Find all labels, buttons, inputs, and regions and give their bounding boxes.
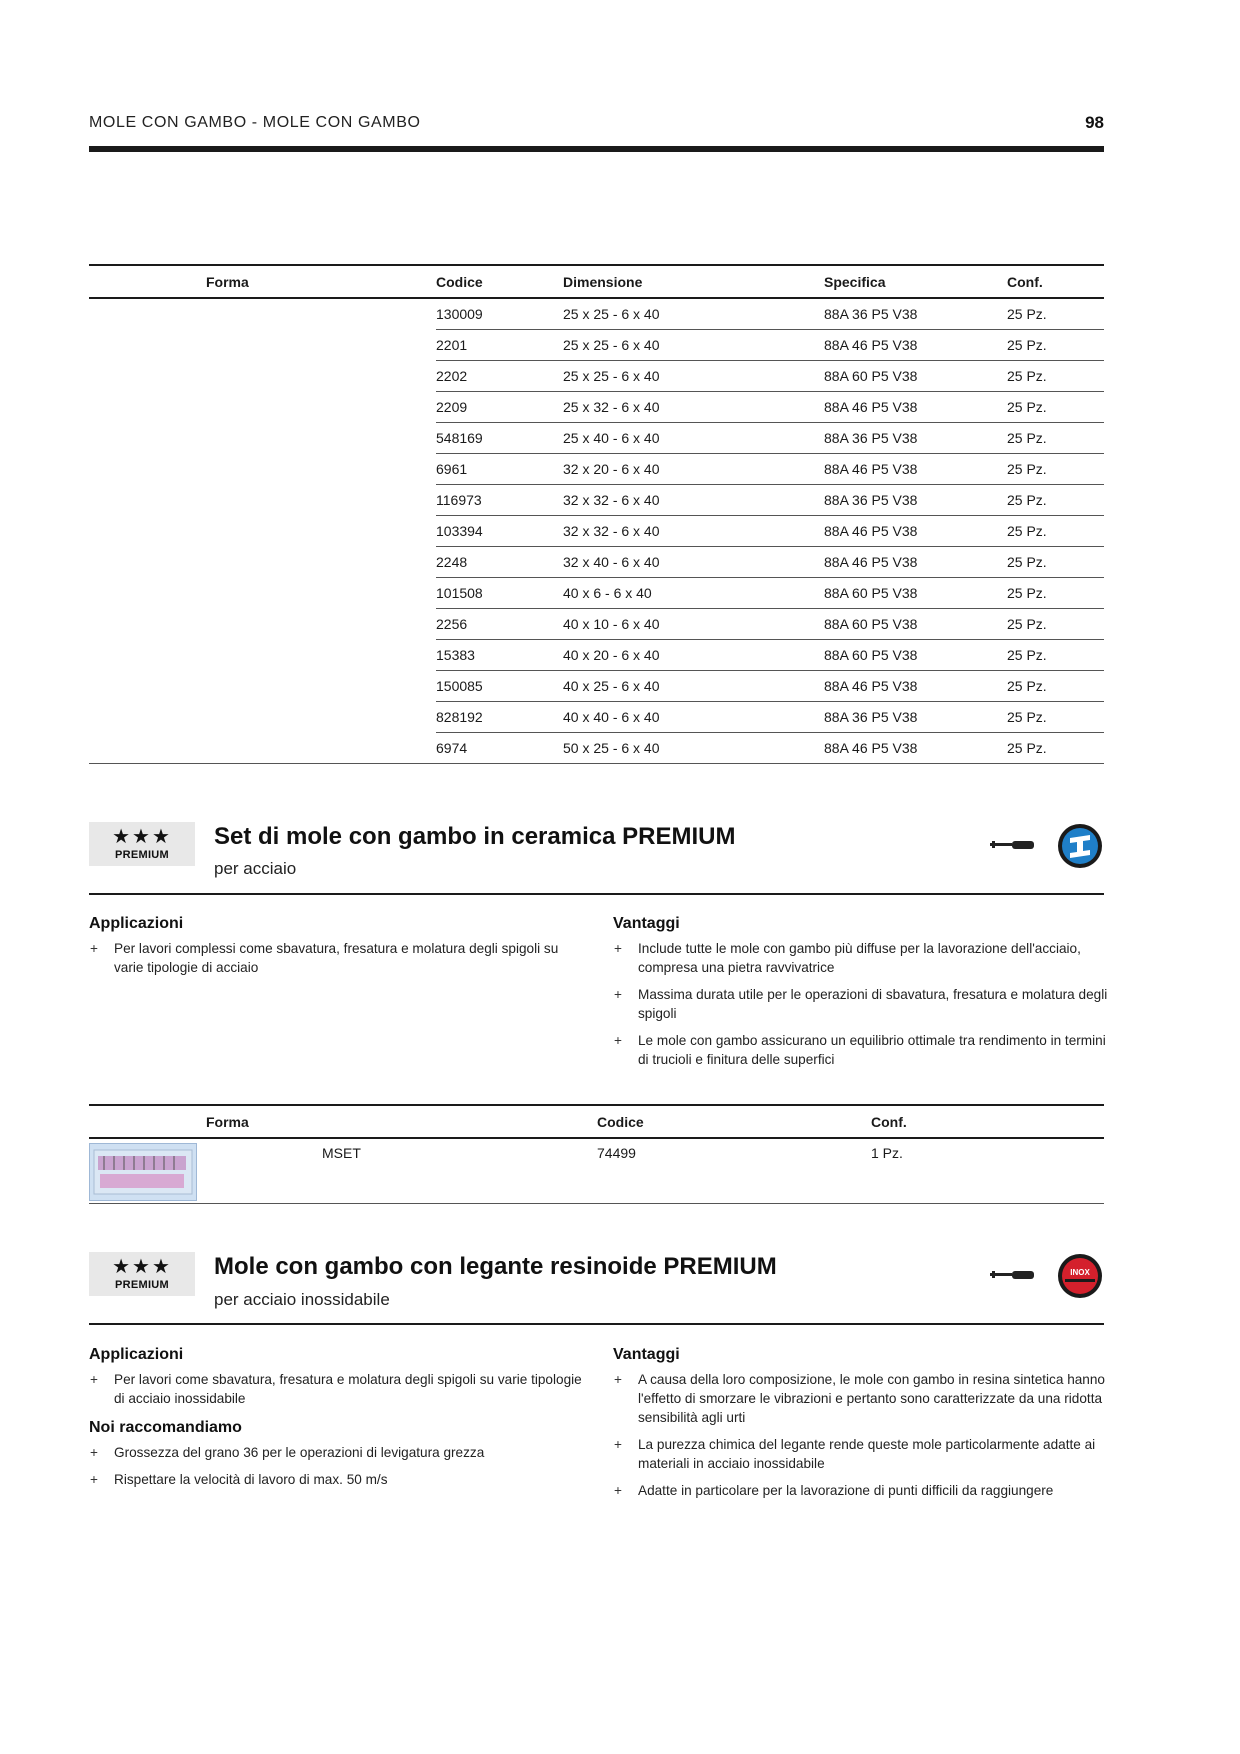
plus-bullet-icon: + bbox=[90, 941, 98, 956]
section-title: Mole con gambo con legante resinoide PREMIUM bbox=[214, 1253, 777, 1280]
list-item-text: Le mole con gambo assicurano un equilibrio ottimale tra rendimento in termini di trucioli e finitura delle superfici bbox=[638, 1033, 1106, 1067]
cell-conf: 25 Pz. bbox=[1007, 485, 1104, 516]
vantaggi-heading: Vantaggi bbox=[613, 915, 680, 932]
cell-dimensione: 32 x 20 - 6 x 40 bbox=[563, 454, 824, 485]
vantaggi-list bbox=[613, 939, 1108, 1077]
applicazioni-list bbox=[89, 939, 589, 985]
shank-grinder-tool-icon bbox=[990, 1268, 1038, 1287]
product-image bbox=[89, 1143, 197, 1201]
cell-dimensione: 32 x 32 - 6 x 40 bbox=[563, 485, 824, 516]
cell-codice: 103394 bbox=[436, 516, 563, 547]
cell-dimensione: 50 x 25 - 6 x 40 bbox=[563, 733, 824, 764]
cell-dimensione: 32 x 32 - 6 x 40 bbox=[563, 516, 824, 547]
cell-forma bbox=[89, 330, 436, 361]
cell-forma bbox=[89, 454, 436, 485]
cell-codice: 828192 bbox=[436, 702, 563, 733]
cell-codice: 2209 bbox=[436, 392, 563, 423]
table-row bbox=[89, 516, 1104, 547]
cell-conf: 25 Pz. bbox=[1007, 423, 1104, 454]
cell-conf: 25 Pz. bbox=[1007, 640, 1104, 671]
list-item bbox=[89, 1470, 589, 1489]
list-item bbox=[613, 1370, 1108, 1427]
star-rating-icon: ★★★ bbox=[112, 1256, 172, 1278]
cell-forma bbox=[89, 547, 436, 578]
col-header-forma: Forma bbox=[89, 265, 436, 298]
section-divider bbox=[89, 893, 1104, 895]
steel-material-icon bbox=[1057, 823, 1103, 874]
inox-material-icon bbox=[1057, 1253, 1103, 1299]
table-row bbox=[89, 330, 1104, 361]
cell-dimensione: 40 x 6 - 6 x 40 bbox=[563, 578, 824, 609]
table-row bbox=[89, 671, 1104, 702]
cell-dimensione: 40 x 40 - 6 x 40 bbox=[563, 702, 824, 733]
cell-specifica: 88A 60 P5 V38 bbox=[824, 361, 1007, 392]
cell-conf: 25 Pz. bbox=[1007, 609, 1104, 640]
table-row bbox=[89, 609, 1104, 640]
plus-bullet-icon: + bbox=[614, 941, 622, 956]
list-item bbox=[613, 985, 1108, 1023]
plus-bullet-icon: + bbox=[614, 1483, 622, 1498]
cell-forma bbox=[89, 361, 436, 392]
cell-specifica: 88A 36 P5 V38 bbox=[824, 298, 1007, 330]
cell-dimensione: 25 x 40 - 6 x 40 bbox=[563, 423, 824, 454]
inox-label: INOX bbox=[1070, 1268, 1090, 1277]
cell-conf: 25 Pz. bbox=[1007, 392, 1104, 423]
table-row bbox=[89, 733, 1104, 764]
cell-specifica: 88A 60 P5 V38 bbox=[824, 640, 1007, 671]
cell-dimensione: 40 x 25 - 6 x 40 bbox=[563, 671, 824, 702]
section-subtitle: per acciaio bbox=[214, 859, 297, 878]
table-row bbox=[89, 702, 1104, 733]
section-subtitle: per acciaio inossidabile bbox=[214, 1290, 390, 1309]
cell-forma bbox=[89, 485, 436, 516]
list-item-text: Per lavori come sbavatura, fresatura e molatura degli spigoli su varie tipologie di acciaio inossidabile bbox=[114, 1372, 582, 1406]
table-row bbox=[89, 1138, 1104, 1204]
cell-forma bbox=[89, 392, 436, 423]
list-item bbox=[613, 1435, 1108, 1473]
col-header-forma: Forma bbox=[89, 1105, 597, 1138]
cell-specifica: 88A 36 P5 V38 bbox=[824, 423, 1007, 454]
table-row bbox=[89, 640, 1104, 671]
plus-bullet-icon: + bbox=[614, 987, 622, 1002]
list-item bbox=[89, 1443, 589, 1462]
plus-bullet-icon: + bbox=[90, 1472, 98, 1487]
cell-dimensione: 32 x 40 - 6 x 40 bbox=[563, 547, 824, 578]
cell-conf: 25 Pz. bbox=[1007, 702, 1104, 733]
applicazioni-heading: Applicazioni bbox=[89, 915, 184, 932]
table-row bbox=[89, 454, 1104, 485]
cell-codice: 15383 bbox=[436, 640, 563, 671]
cell-forma bbox=[89, 423, 436, 454]
col-header-conf: Conf. bbox=[871, 1105, 1104, 1138]
cell-conf: 25 Pz. bbox=[1007, 454, 1104, 485]
table-row bbox=[89, 361, 1104, 392]
list-item-text: Per lavori complessi come sbavatura, fresatura e molatura degli spigoli su varie tipologie di acciaio bbox=[114, 941, 559, 975]
cell-conf: 25 Pz. bbox=[1007, 547, 1104, 578]
cell-codice: 130009 bbox=[436, 298, 563, 330]
cell-conf: 25 Pz. bbox=[1007, 361, 1104, 392]
shank-grinder-tool-icon bbox=[990, 838, 1038, 857]
premium-label: PREMIUM bbox=[114, 1279, 170, 1291]
cell-forma bbox=[89, 640, 436, 671]
col-header-conf: Conf. bbox=[1007, 265, 1104, 298]
cell-codice: 6961 bbox=[436, 454, 563, 485]
list-item-text: Rispettare la velocità di lavoro di max. 50 m/s bbox=[114, 1472, 388, 1487]
applicazioni-list bbox=[89, 1370, 589, 1416]
cell-specifica: 88A 46 P5 V38 bbox=[824, 547, 1007, 578]
premium-badge bbox=[89, 822, 195, 866]
cell-dimensione: 25 x 25 - 6 x 40 bbox=[563, 361, 824, 392]
plus-bullet-icon: + bbox=[614, 1033, 622, 1048]
section-title: Set di mole con gambo in ceramica PREMIUM bbox=[214, 823, 736, 850]
list-item bbox=[613, 939, 1108, 977]
plus-bullet-icon: + bbox=[614, 1437, 622, 1452]
cell-codice: 2201 bbox=[436, 330, 563, 361]
cell-codice: 2256 bbox=[436, 609, 563, 640]
header-divider bbox=[89, 146, 1104, 152]
cell-specifica: 88A 46 P5 V38 bbox=[824, 516, 1007, 547]
cell-codice: 2248 bbox=[436, 547, 563, 578]
cell-forma bbox=[89, 578, 436, 609]
cell-conf: 25 Pz. bbox=[1007, 516, 1104, 547]
list-item-text: Massima durata utile per le operazioni di sbavatura, fresatura e molatura degli spigoli bbox=[638, 987, 1108, 1021]
table-row bbox=[89, 392, 1104, 423]
col-header-dimensione: Dimensione bbox=[563, 265, 824, 298]
list-item-text: La purezza chimica del legante rende queste mole particolarmente adatte ai materiali in acciaio inossidabile bbox=[638, 1437, 1096, 1471]
plus-bullet-icon: + bbox=[614, 1372, 622, 1387]
page-number: 98 bbox=[1085, 113, 1104, 132]
list-item-text: Adatte in particolare per la lavorazione di punti difficili da raggiungere bbox=[638, 1483, 1054, 1498]
table-row bbox=[89, 298, 1104, 330]
cell-codice: 150085 bbox=[436, 671, 563, 702]
star-rating-icon: ★★★ bbox=[112, 826, 172, 848]
table-row bbox=[89, 423, 1104, 454]
cell-specifica: 88A 46 P5 V38 bbox=[824, 733, 1007, 764]
cell-dimensione: 40 x 20 - 6 x 40 bbox=[563, 640, 824, 671]
raccomandiamo-list bbox=[89, 1443, 589, 1497]
col-header-specifica: Specifica bbox=[824, 265, 1007, 298]
cell-forma bbox=[89, 733, 436, 764]
vantaggi-heading: Vantaggi bbox=[613, 1346, 680, 1363]
premium-badge bbox=[89, 1252, 195, 1296]
cell-forma bbox=[89, 671, 436, 702]
cell-dimensione: 25 x 32 - 6 x 40 bbox=[563, 392, 824, 423]
vantaggi-list bbox=[613, 1370, 1108, 1508]
cell-dimensione: 25 x 25 - 6 x 40 bbox=[563, 330, 824, 361]
cell-forma bbox=[89, 516, 436, 547]
cell-specifica: 88A 36 P5 V38 bbox=[824, 702, 1007, 733]
cell-conf: 25 Pz. bbox=[1007, 733, 1104, 764]
product-name: MSET bbox=[322, 1145, 361, 1161]
list-item bbox=[89, 939, 589, 977]
cell-specifica: 88A 60 P5 V38 bbox=[824, 578, 1007, 609]
table-row bbox=[89, 485, 1104, 516]
cell-specifica: 88A 60 P5 V38 bbox=[824, 609, 1007, 640]
cell-specifica: 88A 46 P5 V38 bbox=[824, 330, 1007, 361]
plus-bullet-icon: + bbox=[90, 1445, 98, 1460]
premium-label: PREMIUM bbox=[114, 849, 170, 861]
table-body bbox=[89, 298, 1104, 764]
cell-forma bbox=[89, 609, 436, 640]
table-row bbox=[89, 547, 1104, 578]
cell-codice: 548169 bbox=[436, 423, 563, 454]
cell-conf: 25 Pz. bbox=[1007, 298, 1104, 330]
col-header-codice: Codice bbox=[597, 1105, 871, 1138]
cell-conf: 25 Pz. bbox=[1007, 578, 1104, 609]
product-table-2 bbox=[89, 1104, 1104, 1204]
cell-codice: 2202 bbox=[436, 361, 563, 392]
cell-codice: 6974 bbox=[436, 733, 563, 764]
cell-dimensione: 25 x 25 - 6 x 40 bbox=[563, 298, 824, 330]
applicazioni-heading: Applicazioni bbox=[89, 1346, 184, 1363]
running-header-title: MOLE CON GAMBO - MOLE CON GAMBO bbox=[89, 114, 421, 131]
list-item-text: A causa della loro composizione, le mole con gambo in resina sintetica hanno l'effetto di smorzare le vibrazioni e pertanto sono caratterizzate da una ridotta sensibilità agli urti bbox=[638, 1372, 1105, 1425]
list-item-text: Grossezza del grano 36 per le operazioni di levigatura grezza bbox=[114, 1445, 485, 1460]
cell-forma bbox=[89, 298, 436, 330]
product-table-1 bbox=[89, 264, 1104, 764]
cell-specifica: 88A 36 P5 V38 bbox=[824, 485, 1007, 516]
raccomandiamo-heading: Noi raccomandiamo bbox=[89, 1419, 242, 1436]
list-item bbox=[89, 1370, 589, 1408]
cell-specifica: 88A 46 P5 V38 bbox=[824, 392, 1007, 423]
cell-specifica: 88A 46 P5 V38 bbox=[824, 454, 1007, 485]
cell-conf: 25 Pz. bbox=[1007, 671, 1104, 702]
list-item bbox=[613, 1481, 1108, 1500]
cell-specifica: 88A 46 P5 V38 bbox=[824, 671, 1007, 702]
cell-codice: 74499 bbox=[597, 1138, 871, 1204]
cell-conf: 1 Pz. bbox=[871, 1138, 1104, 1204]
col-header-codice: Codice bbox=[436, 265, 563, 298]
cell-codice: 101508 bbox=[436, 578, 563, 609]
plus-bullet-icon: + bbox=[90, 1372, 98, 1387]
table-row bbox=[89, 578, 1104, 609]
cell-conf: 25 Pz. bbox=[1007, 330, 1104, 361]
cell-forma bbox=[89, 702, 436, 733]
section-divider bbox=[89, 1323, 1104, 1325]
cell-dimensione: 40 x 10 - 6 x 40 bbox=[563, 609, 824, 640]
list-item-text: Include tutte le mole con gambo più diffuse per la lavorazione dell'acciaio, compresa una pietra ravvivatrice bbox=[638, 941, 1081, 975]
cell-codice: 116973 bbox=[436, 485, 563, 516]
list-item bbox=[613, 1031, 1108, 1069]
